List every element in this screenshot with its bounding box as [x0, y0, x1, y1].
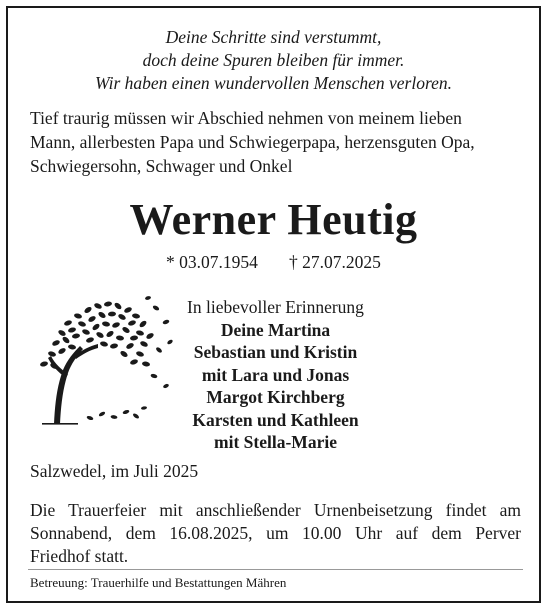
mourner-line: mit Stella-Marie	[214, 432, 337, 452]
mourners-heading: In liebevoller Erinnerung	[187, 297, 364, 317]
mourners-list	[168, 296, 383, 454]
motto-line: Wir haben einen wundervollen Menschen verloren.	[94, 73, 453, 93]
mourner-line: Sebastian und Kristin	[193, 342, 358, 362]
mourner-line: mit Lara und Jonas	[201, 364, 350, 385]
place-date: Salzwedel, im Juli 2025	[30, 461, 199, 481]
service-line: Friedhof statt.	[30, 546, 129, 566]
service-info	[30, 499, 521, 568]
birth-date: * 03.07.1954	[166, 252, 258, 272]
mourner-line: Margot Kirchberg	[206, 387, 345, 407]
death-date: † 27.07.2025	[289, 252, 381, 272]
intro-line: Tief traurig müssen wir Abschied nehmen von meinem lieben	[30, 108, 462, 128]
intro-line: Schwiegersohn, Schwager und Onkel	[30, 156, 293, 176]
intro-line: Mann, allerbesten Papa und Schwiegerpapa, herzensguten Opa,	[30, 132, 475, 152]
divider	[28, 569, 523, 570]
service-line: Die Trauerfeier mit anschließender Urnenbeisetzung findet am	[30, 500, 521, 520]
wind-blown-tree-icon	[28, 278, 178, 428]
deceased-name: Werner Heutig	[129, 195, 418, 244]
mourner-line: Deine Martina	[220, 319, 331, 340]
motto-line: doch deine Spuren bleiben für immer.	[142, 50, 405, 70]
mourner-line: Karsten und Kathleen	[192, 409, 359, 430]
funeral-care-credit: Betreuung: Trauerhilfe und Bestattungen Mähren	[30, 575, 287, 590]
motto-line: Deine Schritte sind verstummt,	[165, 27, 382, 47]
obituary-notice	[6, 6, 541, 603]
intro-text	[30, 106, 521, 178]
motto	[8, 26, 539, 95]
service-line: Sonnabend, dem 16.08.2025, um 10.00 Uhr auf dem Perver	[30, 523, 521, 543]
